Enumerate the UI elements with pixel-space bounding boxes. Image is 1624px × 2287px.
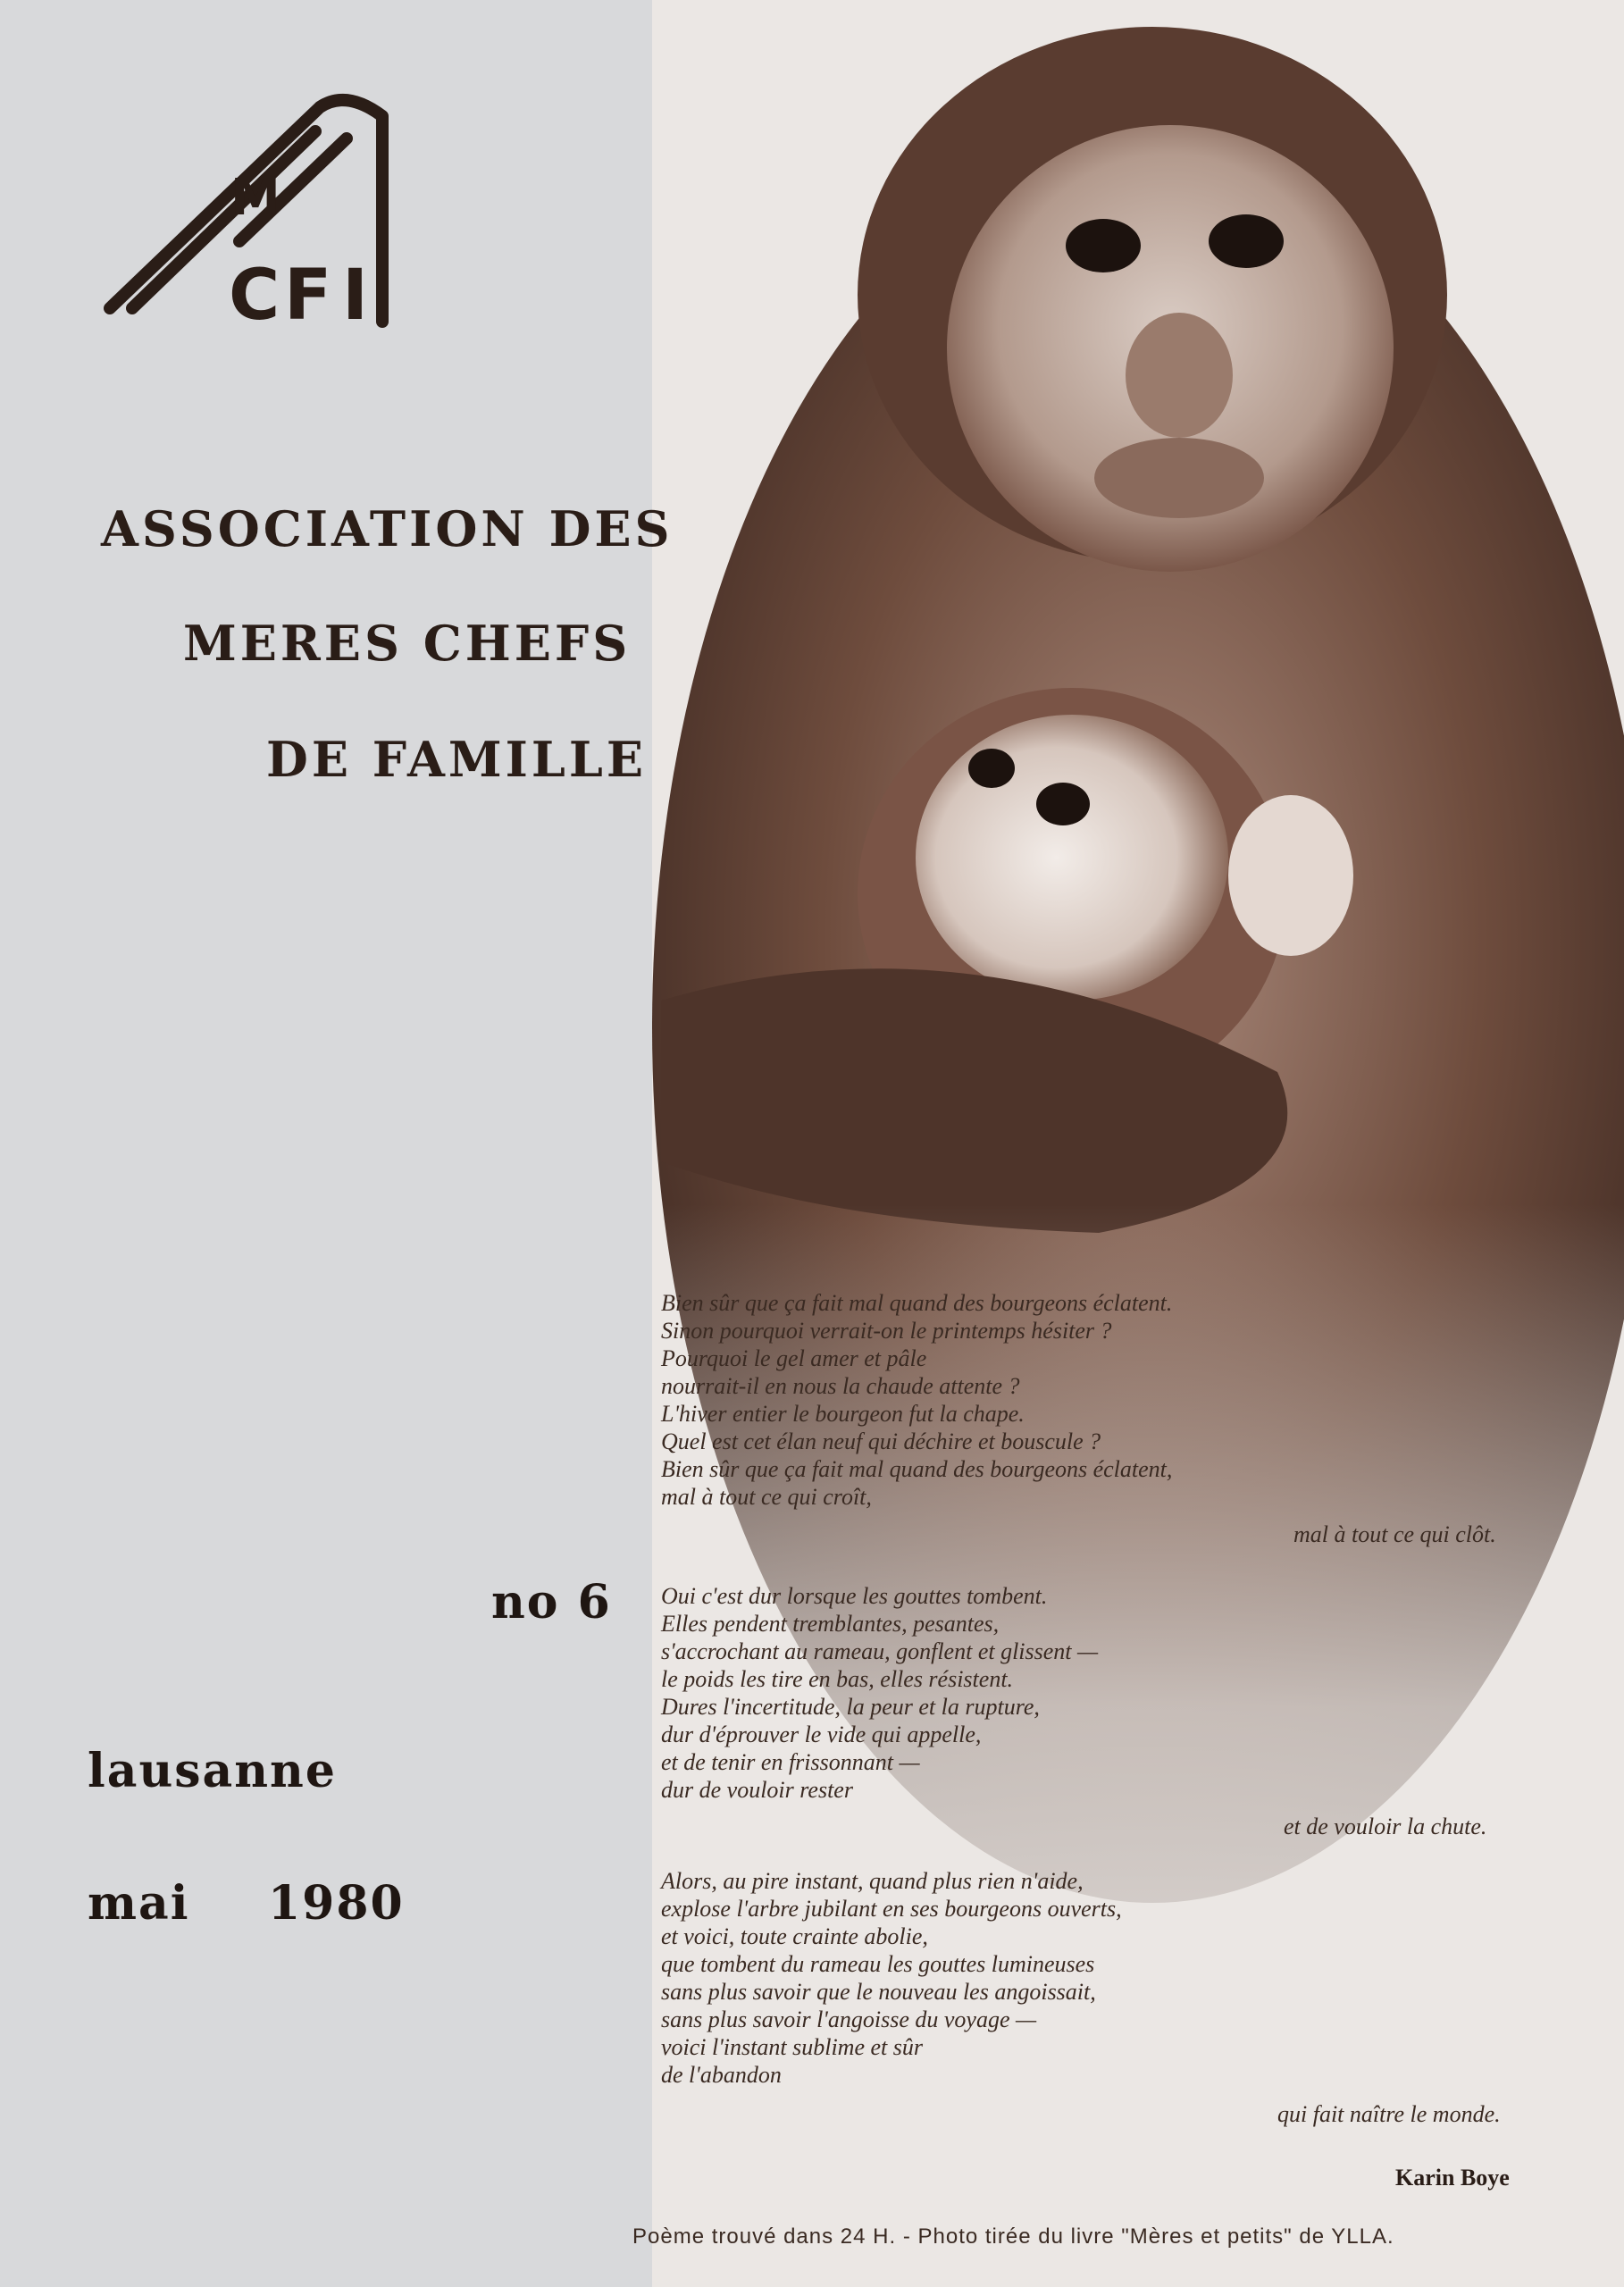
poem-stanza-3-tail: qui fait naître le monde. <box>1277 2101 1501 2127</box>
poem-line: Bien sûr que ça fait mal quand des bourgeons éclatent, <box>661 1456 1173 1482</box>
poem-line: L'hiver entier le bourgeon fut la chape. <box>661 1401 1025 1427</box>
poem-line: Bien sûr que ça fait mal quand des bourgeons éclatent. <box>661 1290 1173 1316</box>
poem-line: sans plus savoir l'angoisse du voyage — <box>661 2006 1037 2032</box>
issue-city: lausanne <box>88 1744 337 1798</box>
poem-line: mal à tout ce qui croît, <box>661 1484 872 1510</box>
poem-line: Pourquoi le gel amer et pâle <box>661 1345 927 1371</box>
poem-line: voici l'instant sublime et sûr <box>661 2034 923 2060</box>
issue-year: 1980 <box>268 1876 405 1931</box>
poem-line: que tombent du rameau les gouttes lumineuses <box>661 1951 1095 1977</box>
poem-line: explose l'arbre jubilant en ses bourgeons ouverts, <box>661 1896 1122 1922</box>
title-line-2: MERES CHEFS <box>183 615 632 672</box>
poem-line: Elles pendent tremblantes, pesantes, <box>661 1611 1000 1637</box>
poem-line: sans plus savoir que le nouveau les angoissait, <box>661 1979 1096 2005</box>
poem-line: Alors, au pire instant, quand plus rien n'aide, <box>661 1868 1084 1894</box>
poem-line: Dures l'incertitude, la peur et la rupture, <box>661 1694 1040 1720</box>
title-line-3: DE FAMILLE <box>266 731 647 788</box>
poem-stanza-1-tail: mal à tout ce qui clôt. <box>1293 1521 1496 1547</box>
poem-stanza-2-tail: et de vouloir la chute. <box>1284 1814 1487 1839</box>
poem-stanza-3 <box>661 1867 1122 2089</box>
poem-line: dur d'éprouver le vide qui appelle, <box>661 1722 982 1747</box>
poem-line: de l'abandon <box>661 2062 782 2088</box>
issue-number: no 6 <box>491 1575 612 1629</box>
poem-line: Quel est cet élan neuf qui déchire et bouscule ? <box>661 1428 1101 1454</box>
svg-text:C: C <box>229 256 280 336</box>
poem-line: Sinon pourquoi verrait-on le printemps hésiter ? <box>661 1318 1112 1344</box>
poem-line: et de tenir en frissonnant — <box>661 1749 920 1775</box>
svg-text:F: F <box>284 256 332 336</box>
poem-line: et voici, toute crainte abolie, <box>661 1923 928 1949</box>
poem-stanza-2 <box>661 1582 1098 1804</box>
amcf-logo <box>96 85 418 362</box>
poem-line: dur de vouloir rester <box>661 1777 853 1803</box>
svg-text:M: M <box>230 169 280 227</box>
poem-author: Karin Boye <box>1395 2165 1510 2191</box>
svg-text:I: I <box>342 256 369 336</box>
poem-line: Oui c'est dur lorsque les gouttes tombent. <box>661 1583 1048 1609</box>
poem-line: nourrait-il en nous la chaude attente ? <box>661 1373 1020 1399</box>
poem-stanza-1 <box>661 1289 1172 1511</box>
title-line-1: ASSOCIATION DES <box>101 500 674 557</box>
photo-credit: Poème trouvé dans 24 H. - Photo tirée du livre "Mères et petits" de YLLA. <box>632 2224 1394 2249</box>
issue-month: mai <box>88 1876 190 1931</box>
poem-line: s'accrochant au rameau, gonflent et glissent — <box>661 1638 1099 1664</box>
monkey-photo <box>652 0 1624 2189</box>
poem-line: le poids les tire en bas, elles résistent. <box>661 1666 1014 1692</box>
